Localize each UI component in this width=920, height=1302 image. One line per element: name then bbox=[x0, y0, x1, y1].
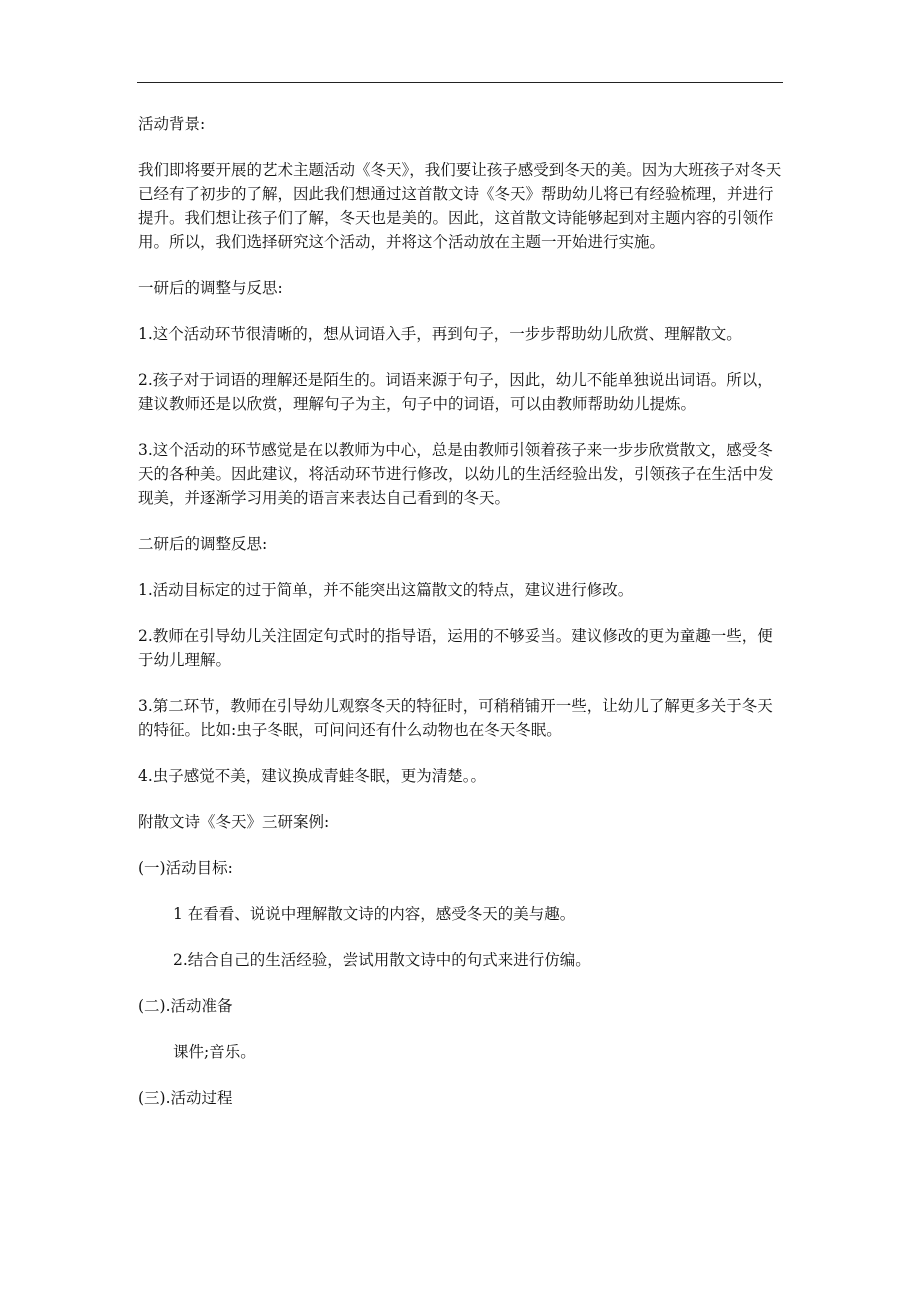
list-item: 4.虫子感觉不美，建议换成青蛙冬眠，更为清楚。。 bbox=[138, 767, 487, 785]
subheading-preparation: (二).活动准备 bbox=[138, 997, 233, 1015]
subheading-process: (三).活动过程 bbox=[138, 1089, 233, 1107]
list-item: 1.这个活动环节很清晰的，想从词语入手，再到句子，一步步帮助幼儿欣赏、理解散文。 bbox=[138, 325, 742, 343]
preparation-item: 课件;音乐。 bbox=[173, 1043, 256, 1061]
list-item: 3.第二环节，教师在引导幼儿观察冬天的特征时，可稍稍铺开一些，让幼儿了解更多关于冬天的特征。比如:虫子冬眠，可问问还有什么动物也在冬天冬眠。 bbox=[138, 697, 773, 739]
header-rule bbox=[137, 82, 783, 83]
paragraph-background: 我们即将要开展的艺术主题活动《冬天》，我们要让孩子感受到冬天的美。因为大班孩子对冬天已经有了初步的了解，因此我们想通过这首散文诗《冬天》帮助幼儿将已有经验梳理，并进行提升。我们想让孩子们了解，冬天也是美的。因此，这首散文诗能够起到对主题内容的引领作用。所以，我们选择研究这个活动，并将这个活动放在主题一开始进行实施。 bbox=[138, 161, 782, 251]
document-body bbox=[138, 112, 788, 1132]
list-item: 3.这个活动的环节感觉是在以教师为中心，总是由教师引领着孩子来一步步欣赏散文，感受冬天的各种美。因此建议，将活动环节进行修改，以幼儿的生活经验出发，引领孩子在生活中发现美，并逐渐学习用美的语言来表达自己看到的冬天。 bbox=[138, 441, 774, 507]
subheading-objectives: (一)活动目标: bbox=[138, 859, 233, 877]
section-heading-background: 活动背景: bbox=[138, 115, 206, 133]
section-heading-second-review: 二研后的调整反思: bbox=[138, 535, 268, 553]
list-item: 1.活动目标定的过于简单，并不能突出这篇散文的特点，建议进行修改。 bbox=[138, 581, 634, 599]
objective-item: 1 在看看、说说中理解散文诗的内容，感受冬天的美与趣。 bbox=[173, 905, 576, 923]
section-heading-first-review: 一研后的调整与反思: bbox=[138, 279, 283, 297]
list-item: 2.教师在引导幼儿关注固定句式时的指导语，运用的不够妥当。建议修改的更为童趣一些，便于幼儿理解。 bbox=[138, 627, 773, 669]
objective-item: 2.结合自己的生活经验，尝试用散文诗中的句式来进行仿编。 bbox=[173, 951, 591, 969]
list-item: 2.孩子对于词语的理解还是陌生的。词语来源于句子，因此，幼儿不能单独说出词语。所以，建议教师还是以欣赏，理解句子为主，句子中的词语，可以由教师帮助幼儿提炼。 bbox=[138, 371, 773, 413]
section-heading-appendix: 附散文诗《冬天》三研案例: bbox=[138, 813, 330, 831]
